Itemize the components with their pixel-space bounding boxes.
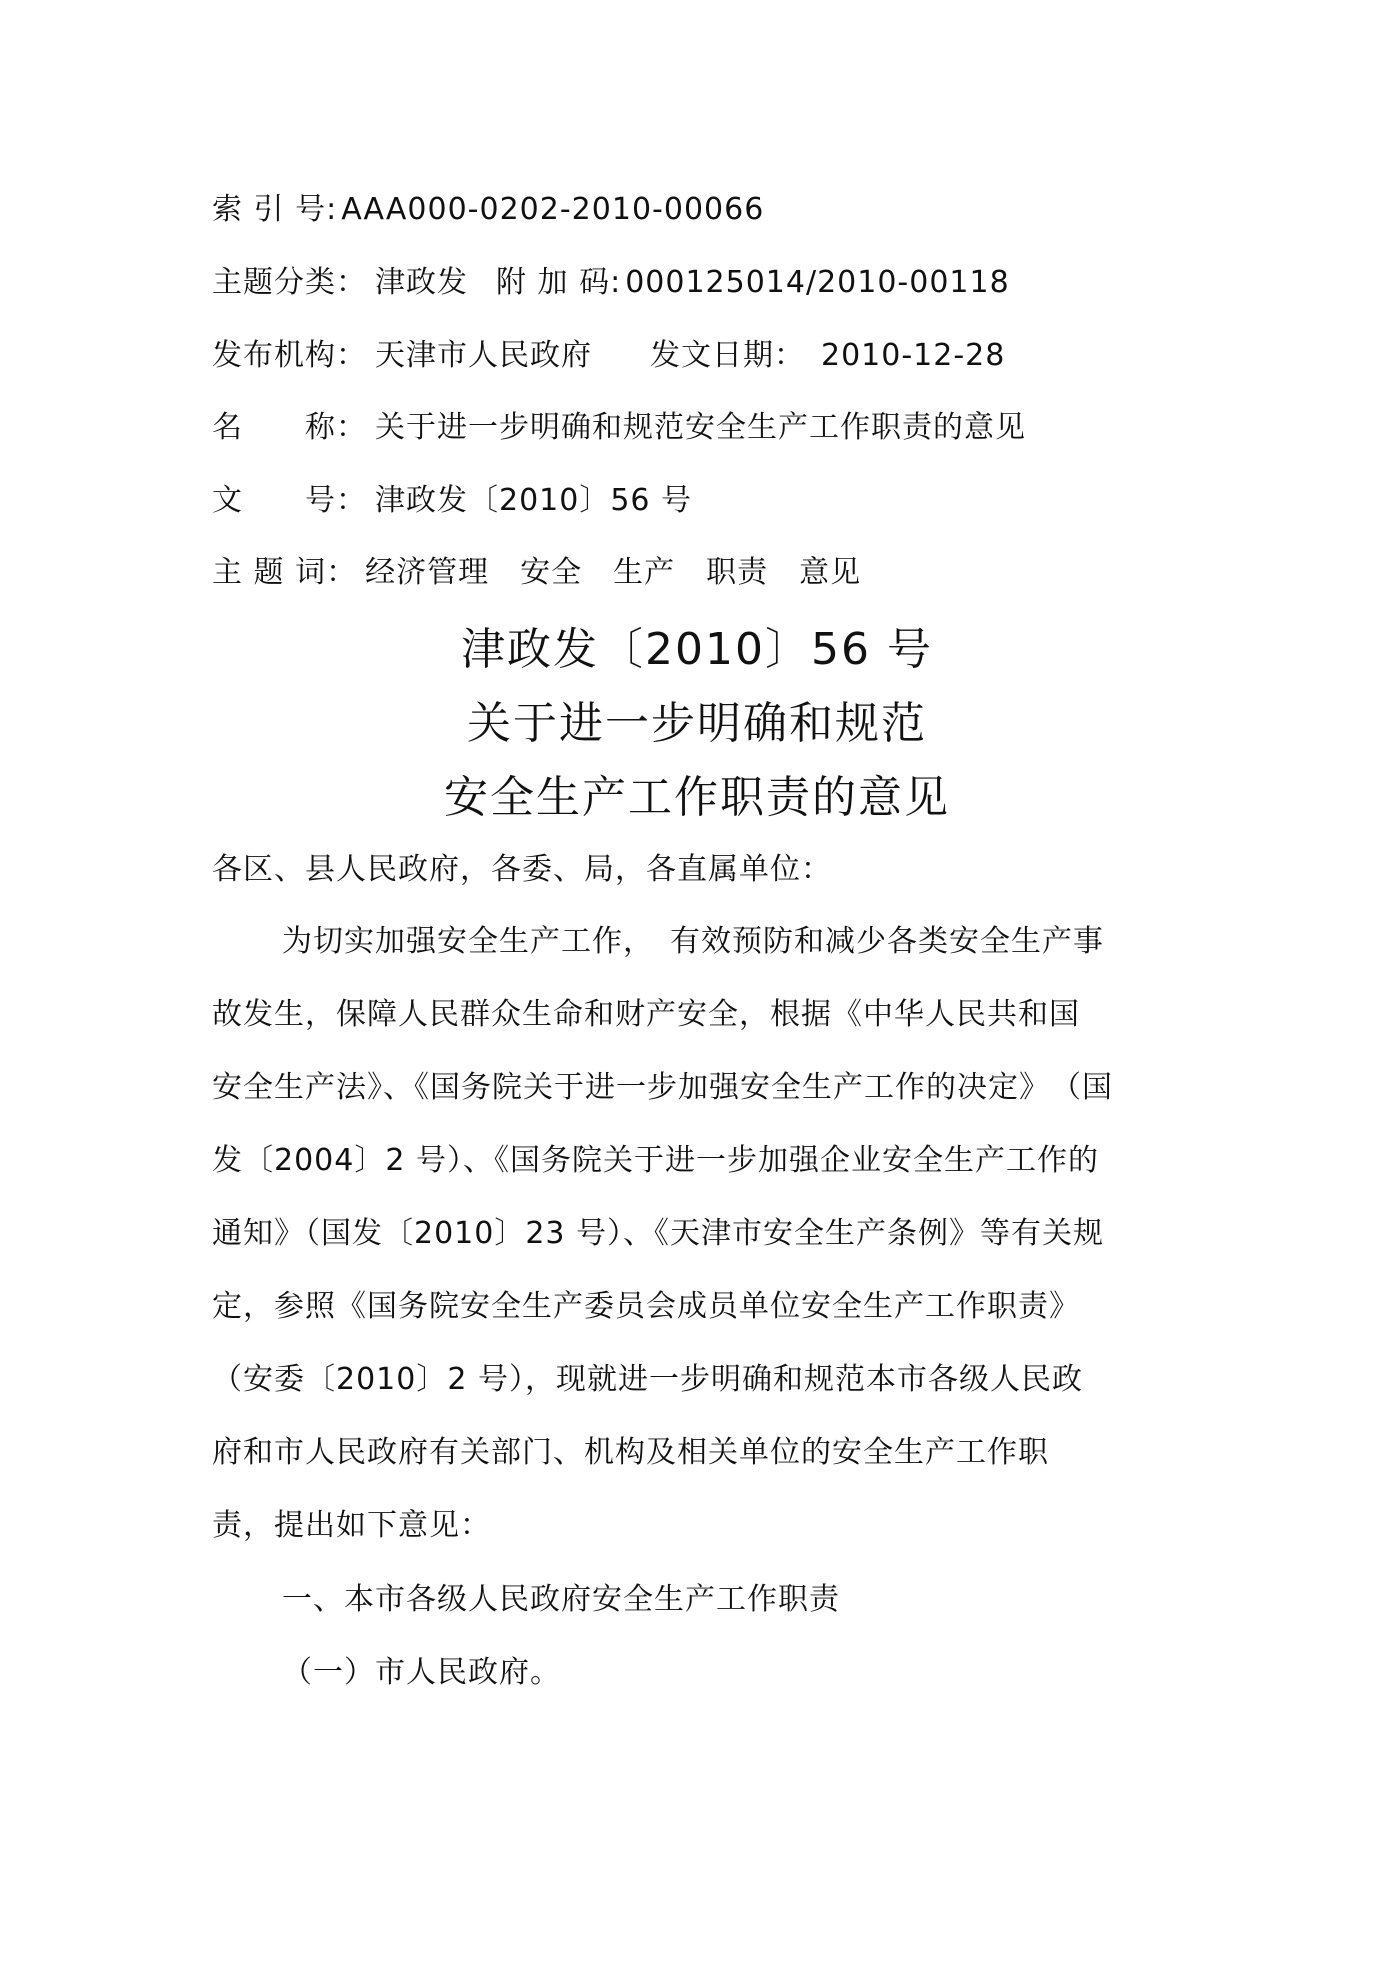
doc-title-number: 津政发〔2010〕56 号 (461, 624, 933, 675)
subsection-heading: （一）市人民政府。 (282, 1655, 561, 1690)
doc-title-line2: 安全生产工作职责的意见 (444, 772, 950, 823)
meta-doc-no (212, 481, 692, 521)
meta-category-value: 津政发 (375, 265, 468, 300)
paragraph-line: 责，提出如下意见： (212, 1508, 491, 1543)
meta-date-value: 2010-12-28 (821, 338, 1006, 373)
meta-date-label: 发文日期： (650, 338, 805, 373)
meta-keywords (212, 553, 861, 593)
meta-name-label: 名 称： (212, 410, 367, 445)
salutation: 各区、县人民政府，各委、局，各直属单位： (212, 852, 832, 887)
paragraph-line: 定，参照《国务院安全生产委员会成员单位安全生产工作职责》 (212, 1289, 1080, 1324)
meta-doc-no-value: 津政发〔2010〕56 号 (375, 483, 693, 518)
paragraph-line: 安全生产法》、《国务院关于进一步加强安全生产工作的决定》 （国 (212, 1070, 1113, 1105)
paragraph-line: 故发生，保障人民群众生命和财产安全，根据《中华人民共和国 (212, 997, 1080, 1032)
meta-extra-value: 000125014/2010-00118 (625, 265, 1010, 300)
meta-index-value: AAA000-0202-2010-00066 (341, 192, 765, 227)
meta-doc-no-label: 文 号： (212, 483, 367, 518)
meta-category-label: 主题分类： (212, 265, 367, 300)
meta-index-label: 索 引 号: (212, 192, 338, 227)
meta-category (212, 263, 1010, 303)
meta-index (212, 190, 764, 230)
paragraph-line: 通知》（国发〔2010〕23 号）、《天津市安全生产条例》等有关规 (212, 1216, 1105, 1251)
meta-publisher (212, 336, 1005, 376)
meta-name (212, 408, 1026, 448)
paragraph-line: 发〔2004〕2 号）、《国务院关于进一步加强企业安全生产工作的 (212, 1143, 1099, 1178)
section-heading: 一、本市各级人民政府安全生产工作职责 (282, 1582, 840, 1617)
meta-keywords-value: 经济管理 安全 生产 职责 意见 (365, 555, 862, 590)
meta-extra-label: 附 加 码: (496, 265, 622, 300)
meta-publisher-label: 发布机构： (212, 338, 367, 373)
paragraph-line: 府和市人民政府有关部门、机构及相关单位的安全生产工作职 (212, 1435, 1049, 1470)
meta-name-value: 关于进一步明确和规范安全生产工作职责的意见 (375, 410, 1026, 445)
meta-keywords-label: 主 题 词： (212, 555, 358, 590)
meta-publisher-value: 天津市人民政府 (375, 338, 592, 373)
doc-title-line1: 关于进一步明确和规范 (467, 698, 927, 749)
paragraph-line: （安委〔2010〕2 号），现就进一步明确和规范本市各级人民政 (212, 1362, 1083, 1397)
paragraph-line: 为切实加强安全生产工作， 有效预防和减少各类安全生产事 (282, 924, 1104, 959)
